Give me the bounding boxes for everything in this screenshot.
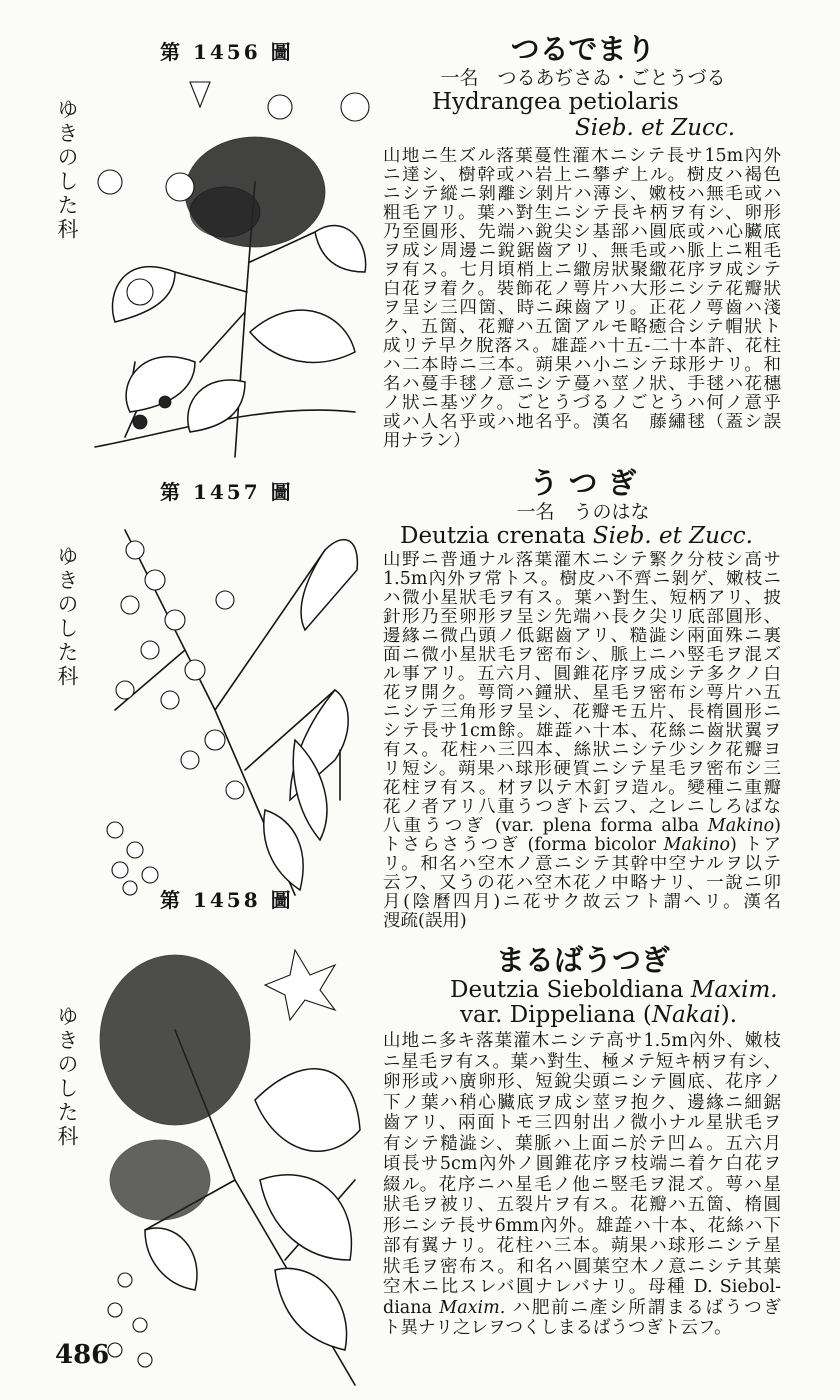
text-line — [383, 760, 781, 779]
text-line — [383, 741, 781, 760]
text-run: ノ狀ニ基ヅク。ごとうづるノごとうハ何ノ意乎 — [383, 394, 781, 413]
text-run: 部有翼ナリ。花柱ハ三本。蒴果ハ球形ニシテ星 — [383, 1236, 781, 1256]
text-run: 粗毛アリ。葉ハ對生ニシテ長キ柄ヲ有シ、卵形 — [383, 204, 781, 223]
text-run: 齒アリ、兩面トモ三四射出ノ微小ナル星狀毛ヲ — [383, 1113, 781, 1133]
text-line — [383, 223, 781, 242]
italic-text: Sieb. et Zucc. — [575, 115, 736, 141]
text-line — [383, 356, 781, 375]
text-line — [383, 337, 781, 356]
flower-cluster — [185, 137, 325, 247]
text-line — [383, 299, 781, 318]
text-run: ) — [774, 817, 781, 836]
text-run: ニシテ三角形ヲ呈シ、花瓣モ五片、長楕圓形ニ — [383, 703, 781, 722]
text-run: 山野ニ普通ナル落葉灌木ニシテ繁ク分枝シ高サ — [383, 551, 781, 570]
text-run: 狀毛ヲ密布ス。和名ハ圓葉空木ノ意ニシテ其葉 — [383, 1256, 781, 1277]
text-line — [383, 551, 781, 570]
species-title: つるでまり — [510, 32, 656, 66]
fruit-cluster — [107, 822, 158, 895]
text-run: ト異ナリ之レヲつくしまるばうつぎト云フ。 — [383, 1318, 732, 1338]
text-line — [383, 1236, 781, 1257]
text-run: ハ二本時ニ三本。蒴果ハ小ニシテ球形ナリ。和 — [383, 356, 781, 375]
text-line — [383, 798, 781, 817]
text-line — [383, 1277, 781, 1298]
text-line — [383, 684, 781, 703]
text-line — [383, 1134, 781, 1155]
species-title: まるばうつぎ — [495, 943, 670, 977]
text-run: ニシテ縱ニ剝離シ剝片ハ薄シ、嫩枝ハ無毛或ハ — [383, 185, 781, 204]
text-line — [383, 703, 781, 722]
text-line — [383, 242, 781, 261]
text-line — [383, 166, 781, 185]
text-line — [383, 1031, 781, 1052]
text-line — [383, 627, 781, 646]
text-line — [383, 589, 781, 608]
figure-label: 第 1456 圖 — [160, 40, 294, 64]
text-run: ヲ有ス。七月頃梢上ニ繖房狀聚繖花序ヲ成シテ — [383, 261, 781, 280]
text-run: 乃至圓形、先端ハ銳尖シ基部ハ圓底或ハ心臟底 — [383, 223, 781, 242]
species-description — [383, 1031, 781, 1339]
text-run: ヲ成シ周邊ニ銳鋸齒アリ、無毛或ハ脈上ニ粗毛 — [383, 242, 781, 261]
text-run: 邊緣ニ微凸頭ノ低鋸齒アリ、糙澁シ兩面殊ニ裏 — [383, 627, 781, 646]
family-label: ゆきのした科 — [55, 545, 79, 689]
text-run: ヲ呈シ三四箇、時ニ疎齒アリ。正花ノ萼齒ハ淺 — [383, 299, 781, 318]
text-run: リ。和名ハ空木ノ意ニシテ其幹中空ナルヲ以テ — [383, 855, 781, 874]
text-run: 或ハ人名乎或ハ地名乎。漢名 藤繡毬（蓋シ誤 — [383, 413, 781, 432]
scientific-authority — [575, 116, 735, 140]
text-line — [383, 912, 781, 931]
italic-text: Nakai — [651, 1002, 721, 1028]
text-run: Deutzia Sieboldiana — [450, 977, 691, 1003]
text-run: 頃長サ5cm內外ノ圓錐花序ヲ枝端ニ着ケ白花ヲ — [383, 1154, 781, 1174]
scientific-variety — [460, 1003, 737, 1027]
text-line — [383, 646, 781, 665]
text-line — [383, 665, 781, 684]
text-run: 面ニ微小星狀毛ヲ密布シ、脈上ニハ竪毛ヲ混ズ — [383, 646, 781, 665]
text-line — [383, 318, 781, 337]
page-number: 486 — [55, 1340, 110, 1370]
text-line — [383, 394, 781, 413]
text-run: Deutzia crenata — [400, 523, 593, 549]
text-run: 1.5m內外ヲ常トス。樹皮ハ不齊ニ剝ゲ、嫩枝ニ — [383, 570, 781, 589]
scientific-name — [432, 90, 679, 114]
species-alias: 一名 うのはな — [516, 501, 650, 523]
text-run: 白花ヲ着ク。裝飾花ノ萼片ハ大形ニシテ花瓣狀 — [383, 280, 781, 299]
text-run: ) トア — [730, 836, 781, 855]
text-run: ル事アリ。五六月、圓錐花序ヲ成シテ多クノ白 — [383, 665, 781, 684]
text-run: Hydrangea petiolaris — [432, 89, 679, 115]
species-title: う つ ぎ — [529, 466, 637, 500]
text-line — [383, 1175, 781, 1196]
text-run: 月(陰曆四月)ニ花サク故云フト謂ヘリ。漢名 — [383, 893, 781, 912]
text-run: リ短シ。蒴果ハ球形硬質ニシテ星毛ヲ密布シ三 — [383, 760, 781, 779]
text-line — [383, 432, 781, 451]
text-line — [383, 1072, 781, 1093]
illustration-deutzia-crenata — [95, 510, 365, 900]
text-line — [383, 1154, 781, 1175]
text-line — [383, 817, 781, 836]
text-run: 名ハ蔓手毬ノ意ニシテ蔓ハ莖ノ狀、手毬ハ花穗 — [383, 375, 781, 394]
text-run: 花ノ者アリ八重うつぎト云フ、之レニしろばな — [383, 798, 781, 817]
text-line — [383, 413, 781, 432]
species-description — [383, 551, 781, 931]
text-run: 狀毛ヲ被リ、五裂片ヲ有ス。花瓣ハ五箇、楕圓 — [383, 1195, 781, 1215]
text-line — [383, 779, 781, 798]
text-run: var. Dippeliana ( — [460, 1002, 652, 1028]
italic-text: Maxim. — [439, 1297, 506, 1318]
text-line — [383, 204, 781, 223]
text-run: ). — [720, 1002, 738, 1028]
text-line — [383, 1195, 781, 1216]
text-run: 山地ニ生ズル落葉蔓性灌木ニシテ長サ15m內外 — [383, 147, 781, 166]
text-run: トさらさうつぎ (forma bicolor — [383, 836, 664, 855]
text-run: 山地ニ多キ落葉灌木ニシテ高サ1.5m內外、嫩枝 — [383, 1031, 781, 1051]
text-line — [383, 280, 781, 299]
flower-panicle — [116, 541, 244, 799]
text-run: シテ長サ1cm餘。雄蕋ハ十本、花絲ニ齒狀翼ヲ — [383, 722, 781, 741]
text-line — [383, 1298, 781, 1319]
italic-text: Maxim. — [690, 977, 778, 1003]
text-line — [383, 1257, 781, 1278]
scientific-name — [400, 524, 753, 548]
figure-label: 第 1457 圖 — [160, 480, 294, 504]
text-run: 有ス。花柱ハ三四本、絲狀ニシテ少シク花瓣ヨ — [383, 741, 781, 760]
family-label: ゆきのした科 — [55, 1005, 79, 1149]
flower-cluster — [100, 955, 250, 1125]
species-alias: 一名 つるあぢさゐ・ごとうづる — [440, 67, 726, 89]
text-line — [383, 1318, 781, 1339]
italic-text: Sieb. et Zucc. — [592, 523, 753, 549]
italic-text: Makino — [707, 817, 775, 836]
text-run: ハ肥前ニ產シ所謂まるばうつぎ — [505, 1297, 781, 1318]
text-run: 用ナラン） — [383, 432, 471, 451]
text-run: ニ星毛ヲ有ス。葉ハ對生、極メテ短キ柄ヲ有シ、 — [383, 1051, 781, 1072]
text-line — [383, 570, 781, 589]
text-run: 空木ニ比スレバ圓ナレバナリ。母種 D. Siebol- — [383, 1277, 781, 1297]
text-run: 云フ、又うの花ハ空木花ノ中略ナリ、一說ニ卯 — [383, 874, 781, 893]
text-line — [383, 1093, 781, 1114]
text-run: diana — [383, 1297, 440, 1318]
text-line — [383, 893, 781, 912]
text-line — [383, 261, 781, 280]
text-run: 溲疏(誤用) — [383, 912, 467, 931]
text-line — [383, 375, 781, 394]
species-description — [383, 147, 781, 451]
text-run: 有シテ糙澁シ、葉脈ハ上面ニ於テ凹ム。五六月 — [383, 1133, 781, 1154]
figure-label: 第 1458 圖 — [160, 888, 294, 912]
text-line — [383, 147, 781, 166]
text-run: 卵形或ハ廣卵形、短銳尖頭ニシテ圓底、花序ノ — [383, 1072, 781, 1092]
text-run: ニ達シ、樹幹或ハ岩上ニ攀ヂ上ル。樹皮ハ褐色 — [383, 166, 781, 185]
text-line — [383, 1113, 781, 1134]
scientific-name — [450, 978, 778, 1002]
family-label: ゆきのした科 — [55, 98, 79, 242]
text-line — [383, 874, 781, 893]
italic-text: Makino — [663, 836, 731, 855]
text-line — [383, 185, 781, 204]
text-run: 成リテ早ク脫落ス。雄蕋ハ十五-二十本許、花柱 — [383, 337, 781, 356]
illustration-deutzia-sieboldiana — [85, 930, 365, 1390]
text-line — [383, 1052, 781, 1073]
text-line — [383, 722, 781, 741]
text-run: 綴ル。花序ニハ星毛ノ他ニ竪毛ヲ混ズ。萼ハ星 — [383, 1174, 781, 1195]
text-run: ハ微小星狀毛ヲ有ス。葉ハ對生、短柄アリ、披 — [383, 589, 781, 608]
text-run: 下ノ葉ハ稍心臟底ヲ成シ莖ヲ抱ク、邊緣ニ細鋸 — [383, 1092, 781, 1113]
text-run: 針形乃至卵形ヲ呈シ先端ハ長ク尖リ底部圓形、 — [383, 608, 781, 627]
text-run: 八重うつぎ (var. plena forma alba — [383, 817, 708, 836]
text-line — [383, 1216, 781, 1237]
text-line — [383, 836, 781, 855]
text-run: ク、五箇、花瓣ハ五箇アルモ略癒合シテ帽狀ト — [383, 318, 781, 337]
text-run: 花柱ヲ有ス。材ヲ以テ木釘ヲ造ル。變種ニ重瓣 — [383, 779, 781, 798]
text-line — [383, 855, 781, 874]
text-run: 花ヲ開ク。萼筒ハ鐘狀、星毛ヲ密布シ萼片ハ五 — [383, 684, 781, 703]
illustration-hydrangea-petiolaris — [85, 62, 370, 462]
text-run: 形ニシテ長サ6mm內外。雄蕋ハ十本、花絲ハ下 — [383, 1215, 781, 1236]
text-line — [383, 608, 781, 627]
